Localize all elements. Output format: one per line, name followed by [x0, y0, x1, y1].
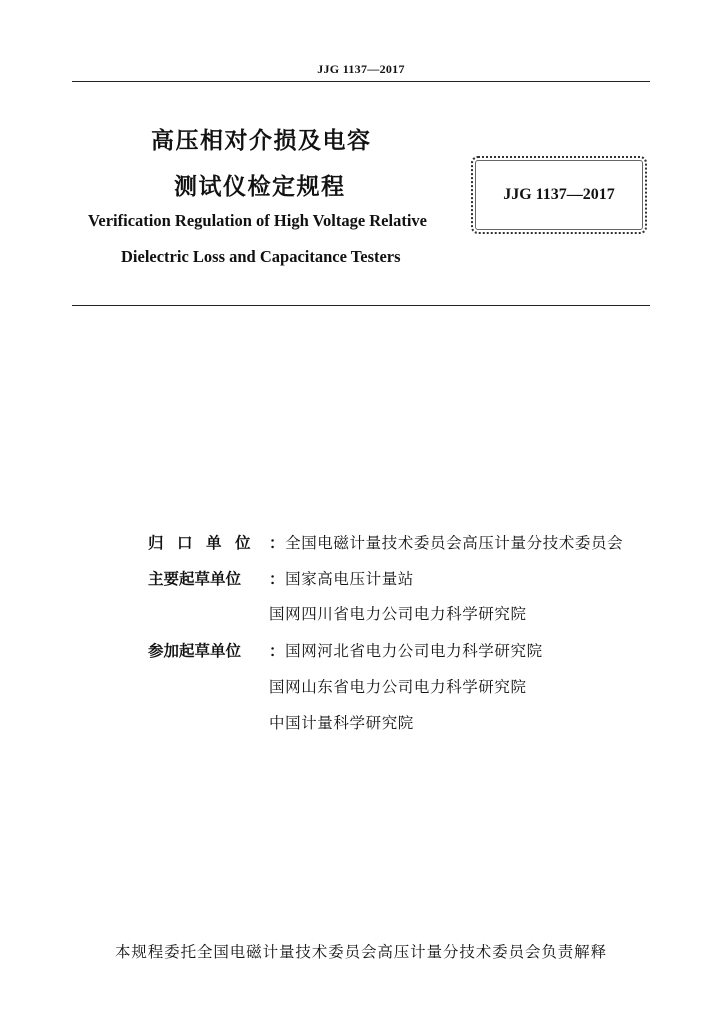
info-value: ：国网河北省电力公司电力科学研究院: [269, 642, 543, 660]
info-label: 主要起草单位: [148, 570, 242, 588]
bottom-rule: [72, 305, 650, 306]
header-standard-code: JJG 1137—2017: [317, 62, 405, 76]
title-chinese-line-1: 高压相对介损及电容: [151, 128, 372, 154]
standard-code-box: [471, 156, 647, 234]
standard-code-box-text: JJG 1137—2017: [503, 186, 615, 203]
top-rule: [72, 81, 650, 82]
info-row-responsible-unit: [148, 531, 624, 553]
title-english-line-2: Dielectric Loss and Capacitance Testers: [121, 247, 401, 266]
info-value: 国网四川省电力公司电力科学研究院: [269, 605, 527, 623]
title-chinese-line-2: 测试仪检定规程: [174, 174, 346, 200]
info-label: 参加起草单位: [148, 642, 242, 660]
info-colon: ：: [269, 534, 286, 552]
title-english-line-1: Verification Regulation of High Voltage Relative: [88, 211, 427, 230]
info-label: 归口单位: [148, 534, 265, 552]
info-value: ：国家高电压计量站: [269, 570, 414, 588]
info-value: 国网山东省电力公司电力科学研究院: [269, 678, 527, 696]
info-value: 中国计量科学研究院: [269, 714, 414, 732]
footer-interpretation-note: 本规程委托全国电磁计量技术委员会高压计量分技术委员会负责解释: [114, 943, 607, 961]
info-colon: ：: [269, 570, 286, 588]
info-colon: ：: [269, 642, 286, 660]
info-row-participating-unit: [148, 639, 543, 661]
info-row-main-drafting-unit: [148, 567, 414, 589]
info-value: ：全国电磁计量技术委员会高压计量分技术委员会: [269, 534, 624, 552]
